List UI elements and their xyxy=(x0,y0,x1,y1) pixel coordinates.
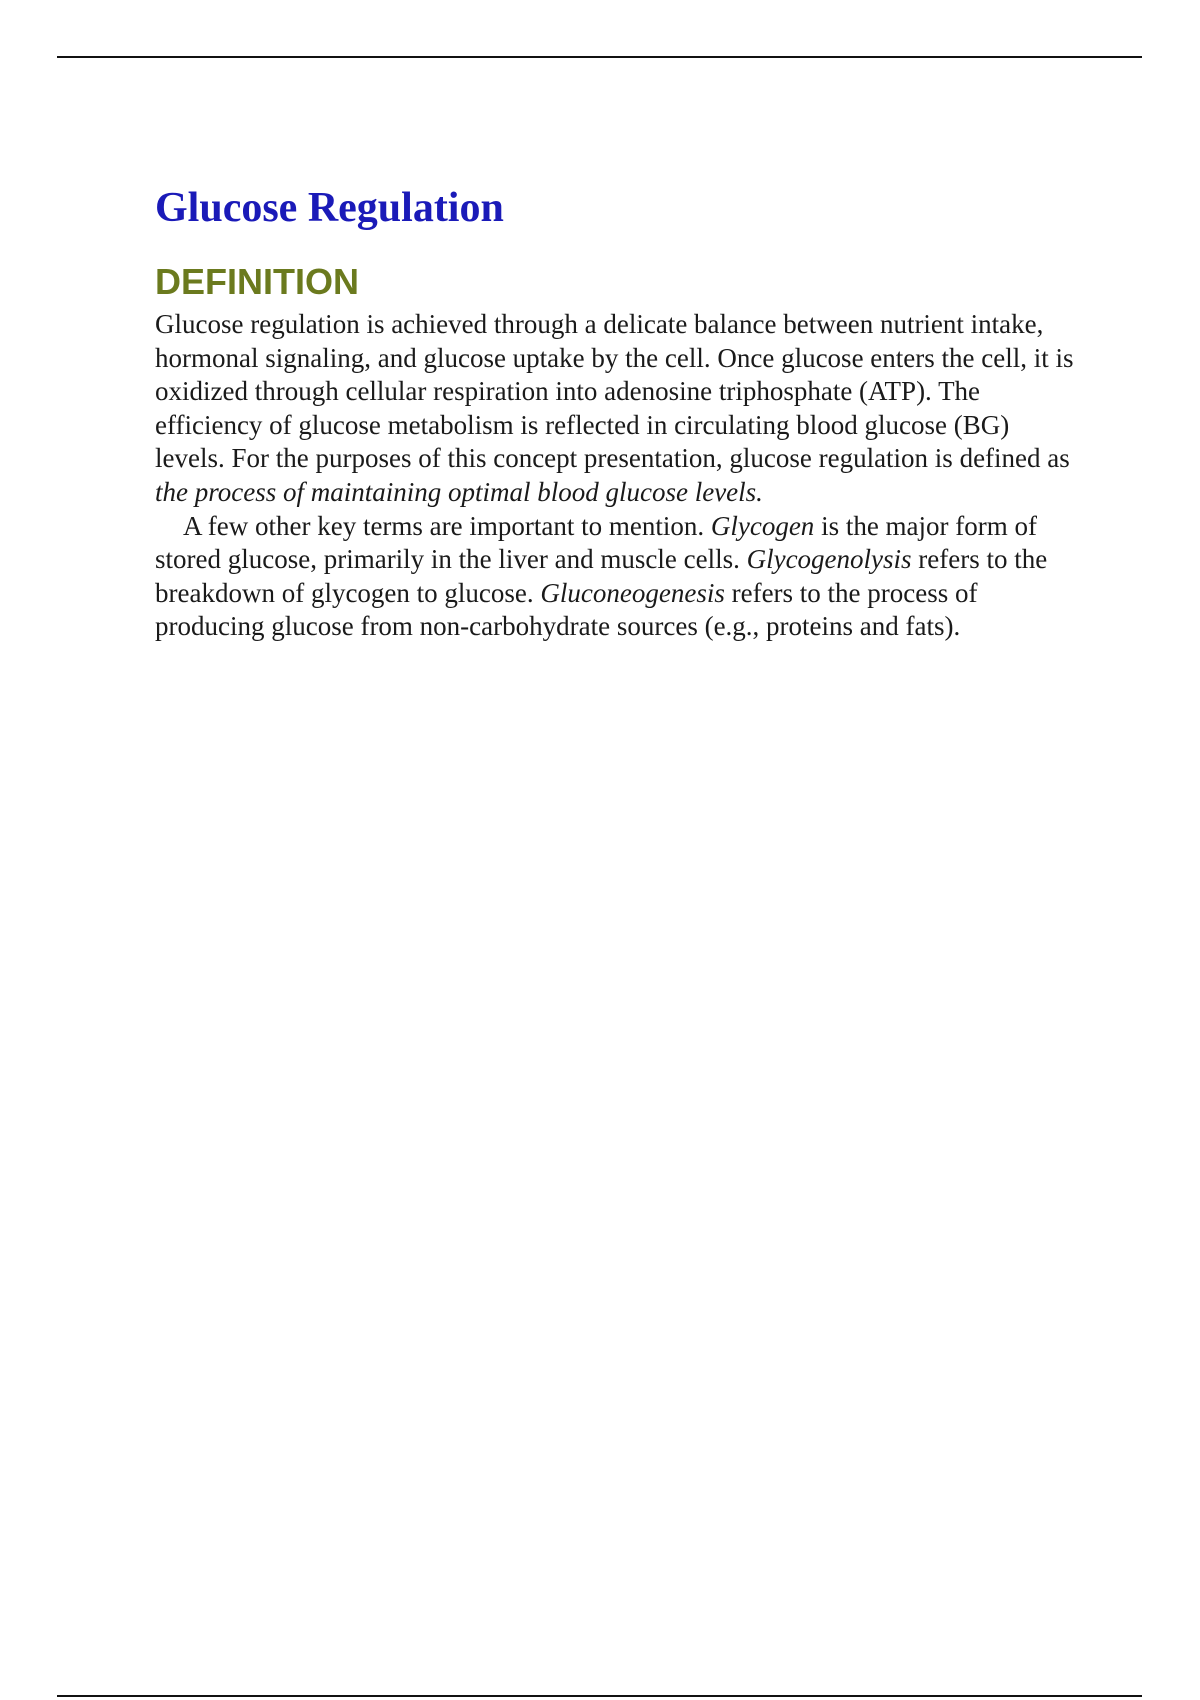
term-gluconeogenesis: Gluconeogenesis xyxy=(540,577,725,608)
header-rule xyxy=(57,56,1142,58)
paragraph-text: refers to the process of producing glucose from non-carbohydrate sources (e.g., proteins and fats). xyxy=(155,577,978,642)
paragraph-text: is the major form of stored glucose, primarily in the liver and muscle cells. xyxy=(155,510,1038,575)
footer-rule xyxy=(57,1695,1142,1697)
paragraph-text: Glucose regulation is achieved through a delicate balance between nutrient intake, hormonal signaling, and glucose uptake by the cell. Once glucose enters the cell, it is oxidized through cellular respiration into adenosine triphosphate (ATP). The efficiency of glucose metabolism is reflected in circulating blood glucose (BG) levels. For the purposes of this concept presentation, glucose regulation is defined as xyxy=(155,309,1074,474)
paragraph-text: A few other key terms are important to mention. xyxy=(183,510,711,541)
section-heading-definition: DEFINITION xyxy=(155,261,359,302)
term-glycogenolysis: Glycogenolysis xyxy=(746,544,912,575)
page-title: Glucose Regulation xyxy=(155,185,504,231)
definition-paragraph xyxy=(155,308,1075,510)
term-glycogen: Glycogen xyxy=(710,510,815,541)
paragraph-text: refers to the breakdown of glycogen to glucose. xyxy=(155,544,1048,608)
definition-italic: the process of maintaining optimal blood glucose levels. xyxy=(155,476,763,507)
key-terms-paragraph xyxy=(155,510,1075,644)
page-content xyxy=(155,180,1075,644)
